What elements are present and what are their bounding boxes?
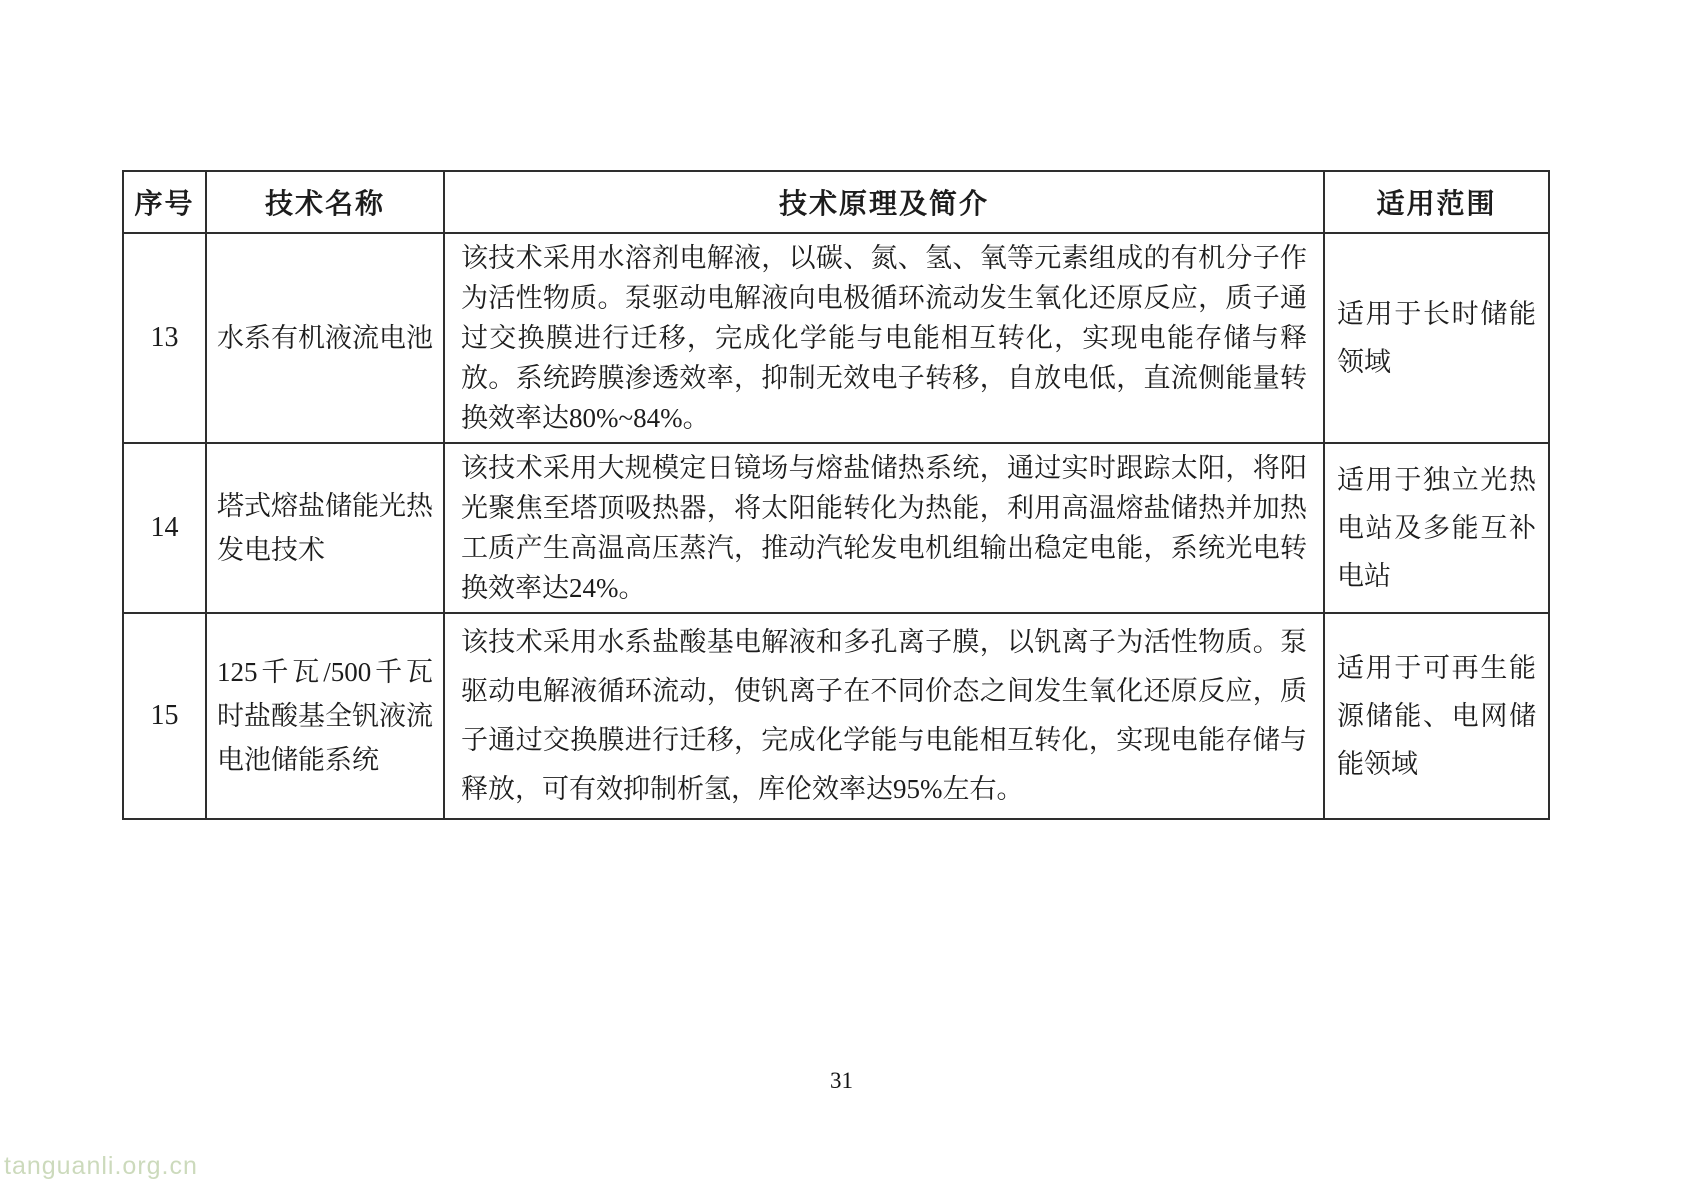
cell-scope: 适用于独立光热电站及多能互补电站 <box>1324 443 1549 613</box>
cell-name: 125千瓦/500千瓦时盐酸基全钒液流电池储能系统 <box>206 613 444 819</box>
header-name: 技术名称 <box>206 171 444 233</box>
cell-name: 水系有机液流电池 <box>206 233 444 443</box>
cell-no: 15 <box>123 613 206 819</box>
cell-desc: 该技术采用水系盐酸基电解液和多孔离子膜，以钒离子为活性物质。泵驱动电解液循环流动，使钒离子在不同价态之间发生氧化还原反应，质子通过交换膜进行迁移，完成化学能与电能相互转化，实现电能存储与释放，可有效抑制析氢，库伦效率达95%左右。 <box>444 613 1324 819</box>
header-desc: 技术原理及简介 <box>444 171 1324 233</box>
header-scope: 适用范围 <box>1324 171 1549 233</box>
cell-desc: 该技术采用水溶剂电解液，以碳、氮、氢、氧等元素组成的有机分子作为活性物质。泵驱动电解液向电极循环流动发生氧化还原反应，质子通过交换膜进行迁移，完成化学能与电能相互转化，实现电能存储与释放。系统跨膜渗透效率，抑制无效电子转移，自放电低，直流侧能量转换效率达80%~84%。 <box>444 233 1324 443</box>
cell-name: 塔式熔盐储能光热发电技术 <box>206 443 444 613</box>
cell-scope: 适用于长时储能领域 <box>1324 233 1549 443</box>
cell-desc: 该技术采用大规模定日镜场与熔盐储热系统，通过实时跟踪太阳，将阳光聚焦至塔顶吸热器，将太阳能转化为热能，利用高温熔盐储热并加热工质产生高温高压蒸汽，推动汽轮发电机组输出稳定电能，系统光电转换效率达24%。 <box>444 443 1324 613</box>
table-row <box>123 233 1549 443</box>
technology-table <box>122 170 1550 820</box>
cell-no: 14 <box>123 443 206 613</box>
watermark: tanguanli.org.cn <box>4 1152 198 1180</box>
table-header-row <box>123 171 1549 233</box>
table-row <box>123 443 1549 613</box>
cell-no: 13 <box>123 233 206 443</box>
page-number: 31 <box>830 1068 853 1093</box>
cell-scope: 适用于可再生能源储能、电网储能领域 <box>1324 613 1549 819</box>
header-no: 序号 <box>123 171 206 233</box>
table-row <box>123 613 1549 819</box>
